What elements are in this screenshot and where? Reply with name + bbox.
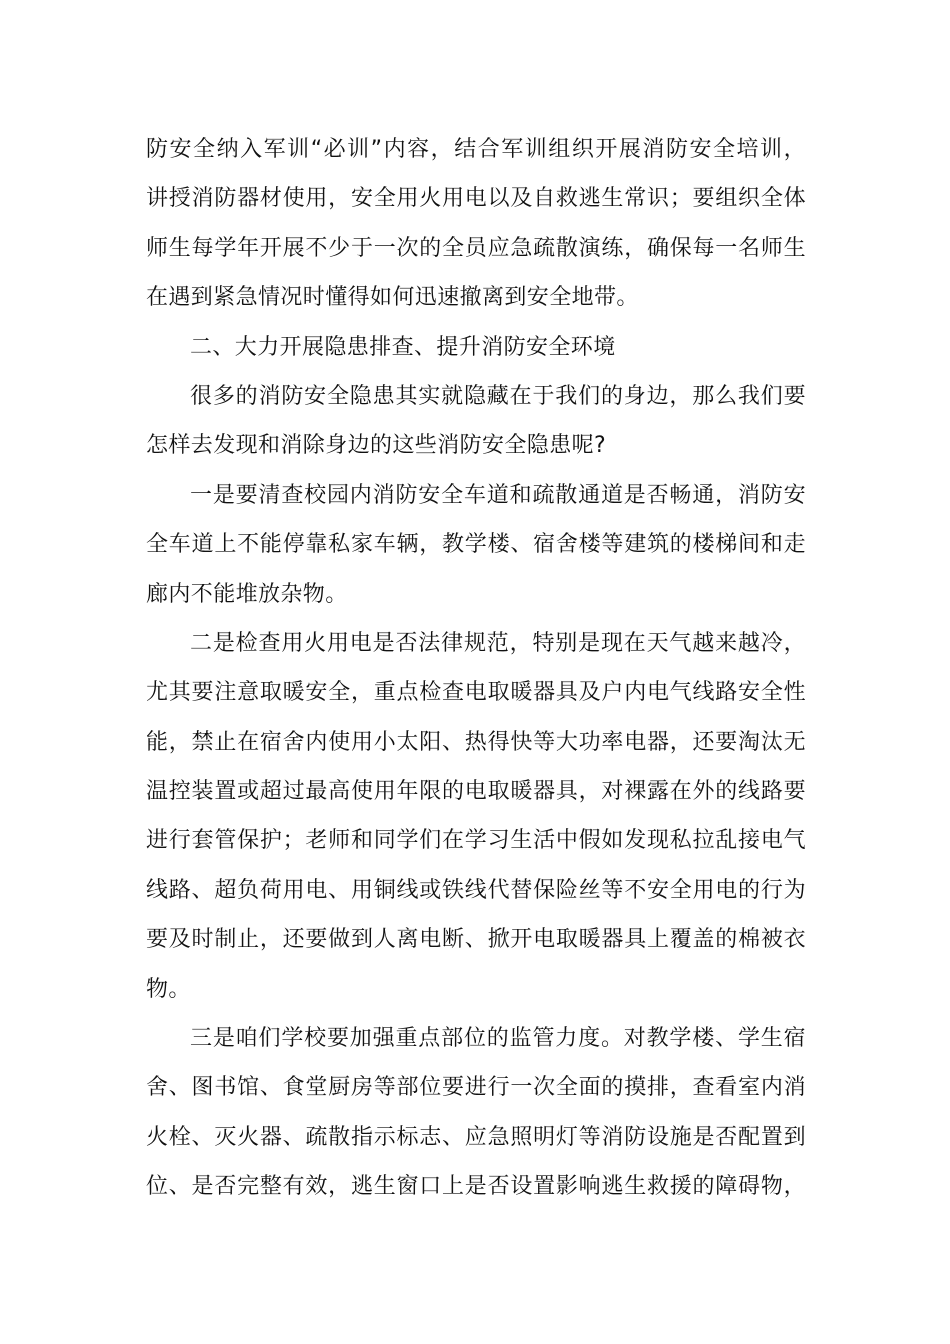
text-line: 二是检查用火用电是否法律规范，特别是现在天气越来越冷， — [190, 630, 806, 656]
text-line: 尤其要注意取暖安全，重点检查电取暖器具及户内电气线路安全性 — [146, 680, 806, 706]
text-line: 舍、图书馆、食堂厨房等部位要进行一次全面的摸排，查看室内消 — [146, 1075, 806, 1101]
text-line: 能，禁止在宿舍内使用小太阳、热得快等大功率电器，还要淘汰无 — [146, 729, 806, 755]
text-line: 要及时制止，还要做到人离电断、掀开电取暖器具上覆盖的棉被衣 — [146, 927, 806, 953]
text-line: 在遇到紧急情况时懂得如何迅速撤离到安全地带。 — [146, 285, 639, 311]
text-line: 很多的消防安全隐患其实就隐藏在于我们的身边，那么我们要 — [190, 383, 806, 409]
document-body — [146, 125, 806, 1212]
text-line: 线路、超负荷用电、用铜线或铁线代替保险丝等不安全用电的行为 — [146, 877, 806, 903]
text-line: 物。 — [146, 976, 191, 1002]
text-line: 火栓、灭火器、疏散指示标志、应急照明灯等消防设施是否配置到 — [146, 1124, 806, 1150]
text-line: 进行套管保护；老师和同学们在学习生活中假如发现私拉乱接电气 — [146, 828, 806, 854]
text-line: 全车道上不能停靠私家车辆，教学楼、宿舍楼等建筑的楼梯间和走 — [146, 532, 806, 558]
text-line: 讲授消防器材使用，安全用火用电以及自救逃生常识；要组织全体 — [146, 186, 806, 212]
text-line: 防安全纳入军训“必训”内容，结合军训组织开展消防安全培训， — [146, 137, 806, 162]
text-line: 三是咱们学校要加强重点部位的监管力度。对教学楼、学生宿 — [190, 1026, 806, 1052]
text-line: 位、是否完整有效，逃生窗口上是否设置影响逃生救援的障碍物， — [146, 1174, 806, 1200]
text-line: 廊内不能堆放杂物。 — [146, 581, 348, 607]
text-line: 怎样去发现和消除身边的这些消防安全隐患呢? — [146, 433, 607, 459]
text-line: 一是要清查校园内消防安全车道和疏散通道是否畅通，消防安 — [190, 482, 806, 508]
text-line: 师生每学年开展不少于一次的全员应急疏散演练，确保每一名师生 — [146, 235, 806, 261]
text-line: 二、大力开展隐患排查、提升消防安全环境 — [190, 334, 616, 360]
text-line: 温控装置或超过最高使用年限的电取暖器具，对裸露在外的线路要 — [146, 779, 806, 805]
